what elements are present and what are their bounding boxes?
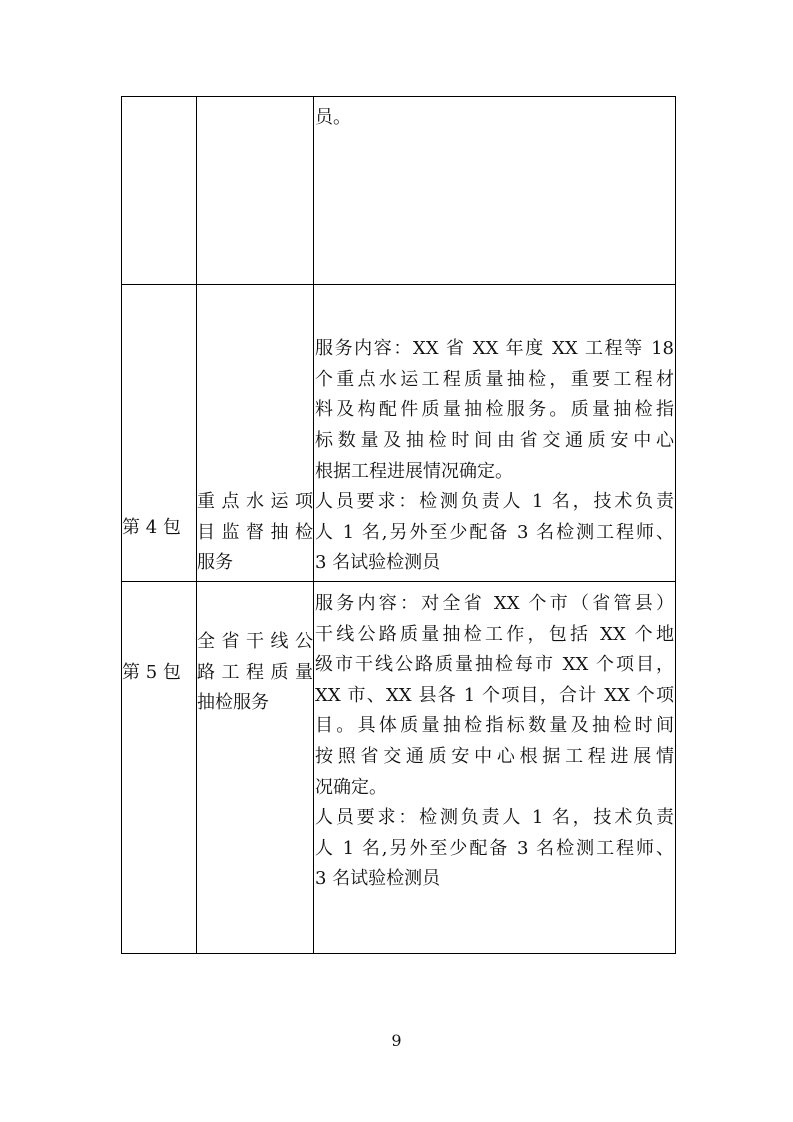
service-cell — [197, 285, 314, 582]
table-row-package-4 — [122, 285, 676, 582]
content-line: 人员要求：检测负责人 1 名，技术负责 — [315, 491, 674, 513]
content-line: 人员要求：检测负责人 1 名，技术负责 — [315, 807, 674, 829]
service-line: 重点水运项 — [197, 491, 313, 513]
content-line: 按照省交通质安中心根据工程进展情 — [315, 745, 674, 767]
content-line: 服务内容：对全省 XX 个市（省管县） — [315, 593, 674, 614]
content-line: 根据工程进展情况确定。 — [315, 460, 513, 482]
service-package-table — [121, 96, 676, 954]
content-line: 员。 — [315, 107, 351, 128]
content-line: 3 名试验检测员 — [315, 552, 441, 574]
content-cell-continuation — [314, 97, 676, 285]
package-label: 第 4 包 — [122, 517, 181, 539]
service-line: 抽检服务 — [197, 692, 269, 714]
service-line: 目监督抽检 — [197, 521, 313, 543]
content-line: 级市干线公路质量抽检每市 XX 个项目， — [315, 654, 674, 676]
page-number: 9 — [391, 1031, 402, 1050]
content-line: 服务内容：XX 省 XX 年度 XX 工程等 18 — [315, 338, 674, 360]
service-line: 路工程质量 — [197, 661, 313, 683]
content-cell — [314, 582, 676, 954]
package-cell-empty — [122, 97, 197, 285]
content-line: 标数量及抽检时间由省交通质安中心 — [315, 430, 674, 452]
service-line: 服务 — [197, 552, 233, 574]
service-line: 全省干线公 — [197, 631, 313, 652]
content-line: 目。具体质量抽检指标数量及抽检时间 — [315, 715, 674, 737]
service-cell-empty — [197, 97, 314, 285]
table-row-package-5 — [122, 582, 676, 954]
package-cell — [122, 285, 197, 582]
content-line: 人 1 名,另外至少配备 3 名检测工程师、 — [315, 837, 674, 859]
content-line: XX 市、XX 县各 1 个项目，合计 XX 个项 — [315, 684, 674, 706]
content-line: 人 1 名,另外至少配备 3 名检测工程师、 — [315, 521, 674, 543]
package-cell — [122, 582, 197, 954]
content-line: 干线公路质量抽检工作，包括 XX 个地 — [315, 623, 674, 645]
package-label: 第 5 包 — [122, 662, 181, 683]
content-line: 况确定。 — [315, 776, 387, 798]
table-row-continuation — [122, 97, 676, 285]
content-line: 3 名试验检测员 — [315, 868, 441, 890]
service-cell — [197, 582, 314, 954]
content-line: 个重点水运工程质量抽检，重要工程材 — [315, 368, 674, 390]
content-cell — [314, 285, 676, 582]
content-line: 料及构配件质量抽检服务。质量抽检指 — [315, 399, 674, 421]
